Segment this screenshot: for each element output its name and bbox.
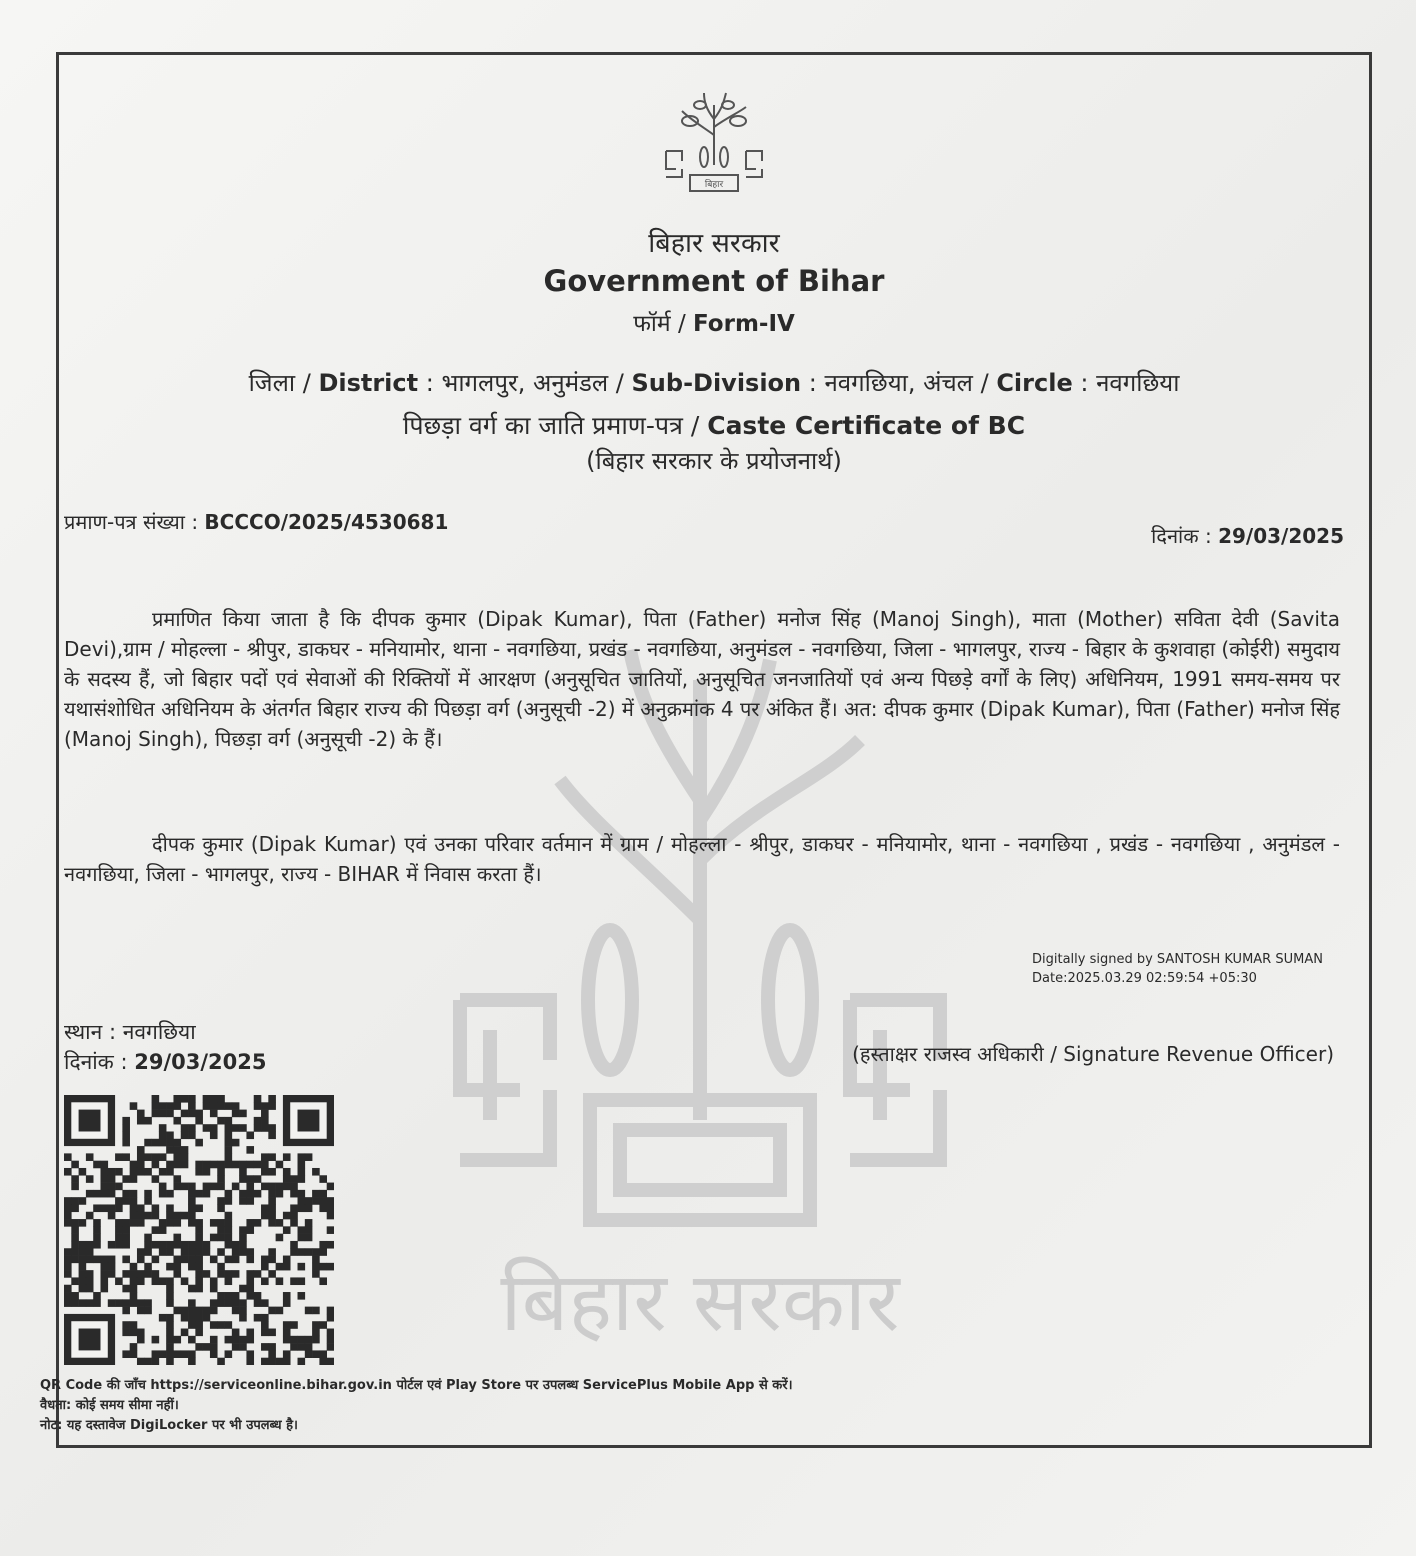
certificate-title-hindi: पिछड़ा वर्ग का जाति प्रमाण-पत्र (402, 411, 683, 440)
emblem-text: बिहार (704, 180, 724, 190)
subdivision-label-english: Sub-Division (631, 369, 802, 397)
form-label-hindi: फॉर्म (633, 311, 671, 337)
certificate-title: पिछड़ा वर्ग का जाति प्रमाण-पत्र / Caste Certificate of BC (402, 411, 1026, 440)
certificate-date-value: 29/03/2025 (1218, 524, 1344, 548)
district-label-english: District (318, 369, 419, 397)
issue-date-value: 29/03/2025 (134, 1050, 267, 1074)
form-number: फॉर्म / Form-IV (633, 311, 795, 337)
govt-title-hindi: बिहार सरकार (648, 228, 780, 259)
issue-date-label: दिनांक (64, 1050, 114, 1074)
certificate-date-label: दिनांक (1151, 524, 1199, 548)
digital-signature-date: Date:2025.03.29 02:59:54 +05:30 (1032, 971, 1257, 986)
digital-signature-signer: Digitally signed by SANTOSH KUMAR SUMAN (1032, 952, 1323, 967)
issue-place-value: नवगछिया (122, 1020, 196, 1044)
district-value: भागलपुर (441, 369, 518, 397)
certificate-date: दिनांक : 29/03/2025 (1151, 524, 1344, 548)
govt-title-english: Government of Bihar (543, 264, 885, 298)
district-label-hindi: जिला (248, 369, 296, 397)
certificate-title-english: Caste Certificate of BC (707, 411, 1026, 440)
jurisdiction-line: जिला / District : भागलपुर, अनुमंडल / Sub-Division : नवगछिया, अंचल / Circle : नवगछिया (248, 369, 1180, 397)
footer-validity-note: वैधता: कोई समय सीमा नहीं। (40, 1398, 179, 1413)
digital-signature-block (1032, 950, 1323, 988)
certificate-number-label: प्रमाण-पत्र संख्या (64, 510, 185, 534)
footer-digilocker-note: नोट: यह दस्तावेज DigiLocker पर भी उपलब्ध है। (40, 1418, 298, 1433)
issue-date: दिनांक : 29/03/2025 (64, 1050, 267, 1074)
footer-qr-verification-note: QR Code की जाँच https://serviceonline.bihar.gov.in पोर्टल एवं Play Store पर उपलब्ध ServicePlus Mobile App से करें। (40, 1378, 793, 1393)
form-label-english: Form-IV (693, 311, 795, 337)
issue-place: स्थान : नवगछिया (64, 1020, 196, 1044)
certificate-purpose: (बिहार सरकार के प्रयोजनार्थ) (586, 447, 842, 475)
circle-label-english: Circle (996, 369, 1073, 397)
certificate-number: प्रमाण-पत्र संख्या : BCCCO/2025/4530681 (64, 510, 449, 534)
issue-place-label: स्थान (64, 1020, 103, 1044)
certificate-number-value: BCCCO/2025/4530681 (204, 510, 449, 534)
certificate-body-paragraph-2: दीपक कुमार (Dipak Kumar) एवं उनका परिवार वर्तमान में ग्राम / मोहल्ला - श्रीपुर, डाकघर - मनियामोर, थाना - नवगछिया , प्रखंड - नवगछिया , अनुमंडल - नवगछिया, जिला - भागलपुर, राज्य - BIHAR में निवास करता हैं। (64, 832, 1340, 886)
bihar-emblem-logo (660, 85, 768, 195)
signature-revenue-officer: (हस्ताक्षर राजस्व अधिकारी / Signature Revenue Officer) (852, 1042, 1334, 1066)
certificate-body-paragraph-1: प्रमाणित किया जाता है कि दीपक कुमार (Dipak Kumar), पिता (Father) मनोज सिंह (Manoj Singh), माता (Mother) सविता देवी (Savita Devi),ग्राम / मोहल्ला - श्रीपुर, डाकघर - मनियामोर, थाना - नवगछिया, प्रखंड - नवगछिया, अनुमंडल - नवगछिया, जिला - भागलपुर, राज्य - बिहार के कुशवाहा (कोईरी) समुदाय के सदस्य हैं, जो बिहार पदों एवं सेवाओं की रिक्तियों में आरक्षण (अनुसूचित जातियों, अनुसूचित जनजातियों एवं अन्य पिछड़े वर्गों के लिए) अधिनियम, 1991 समय-समय पर यथासंशोधित अधिनियम के अंतर्गत बिहार राज्य की पिछड़ा वर्ग (अनुसूची -2) में अनुक्रमांक 4 पर अंकित हैं। अत: दीपक कुमार (Dipak Kumar), पिता (Father) मनोज सिंह (Manoj Singh), पिछड़ा वर्ग (अनुसूची -2) के हैं। (64, 607, 1340, 751)
circle-label-hindi: अंचल (923, 369, 973, 397)
watermark-text: बिहार सरकार (500, 1255, 900, 1350)
footer-notes (40, 1376, 793, 1436)
verification-qr-code[interactable] (64, 1095, 334, 1365)
circle-value: नवगछिया (1096, 369, 1180, 397)
subdivision-value: नवगछिया (824, 369, 908, 397)
subdivision-label-hindi: अनुमंडल (533, 369, 609, 397)
